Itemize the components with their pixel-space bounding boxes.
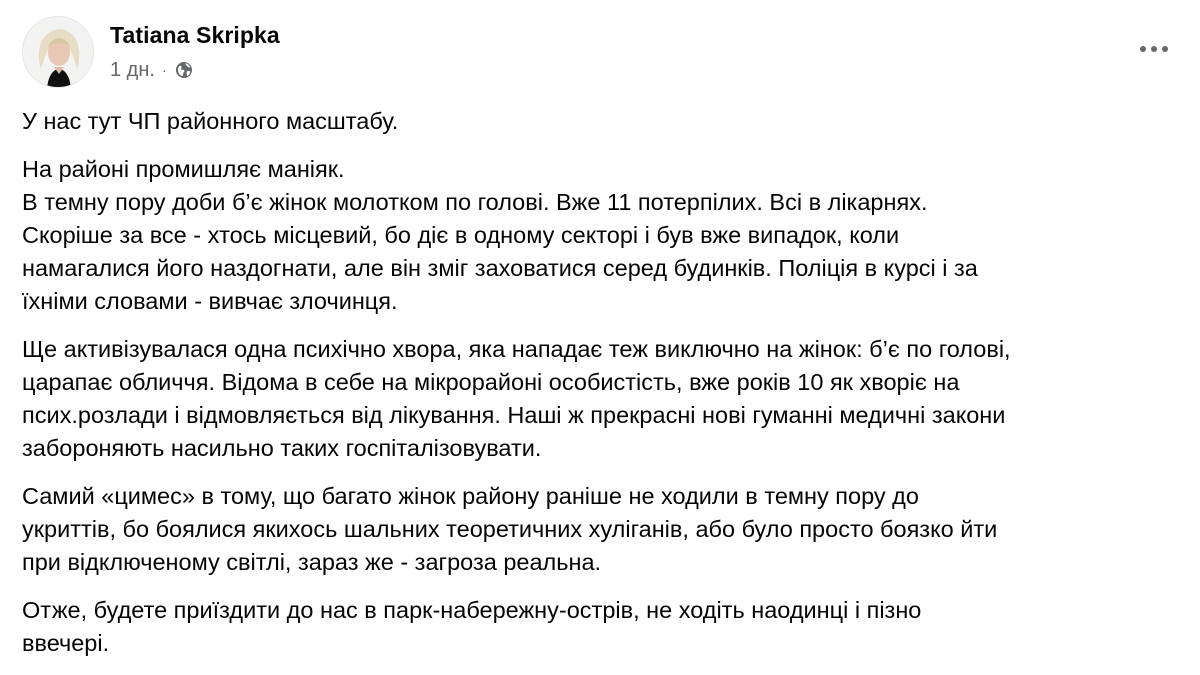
- profile-photo-icon: [23, 17, 94, 88]
- post-paragraph-4: Самий «цимес» в тому, що багато жінок району раніше не ходили в темну пору до укриттів, бо боялися якихось шальних теоретичних хуліганів, або було просто боязко йти при відключеному світлі, зараз же - загроза реальна.: [22, 483, 998, 575]
- post-meta: [110, 57, 193, 83]
- post-header: [22, 16, 1178, 90]
- post-paragraph-1: У нас тут ЧП районного масштабу.: [22, 108, 399, 134]
- post-paragraph-2: На районі промишляє маніяк. В темну пору доби б’є жінок молотком по голові. Вже 11 потерпілих. Всі в лікарнях. Скоріше за все - хтось місцевий, бо діє в одному секторі і був вже випадок, коли намагалися його наздогнати, але він зміг заховатися серед будинків. Поліція в курсі і за їхніми словами - вивчає злочинця.: [22, 156, 978, 314]
- avatar[interactable]: [22, 16, 94, 88]
- post-paragraph-5: Отже, будете приїздити до нас в парк-набережну-острів, не ходіть наодинці і пізно ввечері.: [22, 597, 922, 656]
- more-dot: [1162, 46, 1168, 52]
- post-body: [22, 105, 1172, 675]
- more-dot: [1151, 46, 1157, 52]
- more-dot: [1140, 46, 1146, 52]
- author-name[interactable]: Tatiana Skripka: [110, 22, 280, 48]
- post-time[interactable]: 1 дн.: [110, 58, 155, 81]
- globe-icon[interactable]: [175, 61, 193, 79]
- post-paragraph-3: Ще активізувалася одна психічно хвора, яка нападає теж виключно на жінок: б’є по голові, царапає обличчя. Відома в себе на мікрорайоні особистість, вже років 10 як хворіє на псих.розлади і відмовляється від лікування. Наші ж прекрасні нові гуманні медичні закони забороняють насильно таких госпіталізовувати.: [22, 336, 1011, 461]
- more-options-icon[interactable]: [1132, 34, 1176, 64]
- meta-separator: ·: [161, 62, 167, 78]
